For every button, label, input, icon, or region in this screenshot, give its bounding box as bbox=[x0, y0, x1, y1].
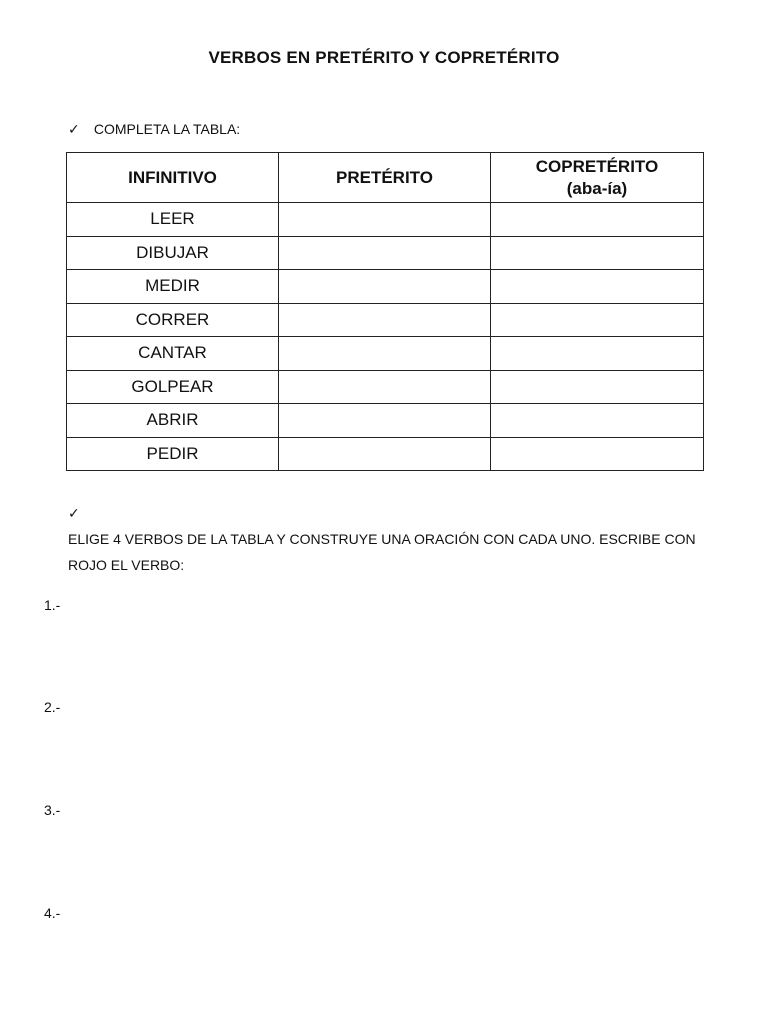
sentence-label-2: 2.- bbox=[44, 699, 61, 715]
copreterito-cell[interactable] bbox=[491, 370, 704, 404]
infinitive-cell: DIBUJAR bbox=[67, 236, 279, 270]
preterito-cell[interactable] bbox=[279, 437, 491, 471]
header-copreterito bbox=[491, 153, 704, 203]
preterito-cell[interactable] bbox=[279, 404, 491, 438]
table-row bbox=[67, 370, 704, 404]
infinitive-cell: LEER bbox=[67, 203, 279, 237]
checkmark-icon: ✓ bbox=[68, 121, 80, 137]
header-copreterito-title: COPRETÉRITO bbox=[535, 156, 659, 176]
table-row bbox=[67, 337, 704, 371]
table-row bbox=[67, 270, 704, 304]
verb-table bbox=[66, 152, 704, 471]
infinitive-cell: CORRER bbox=[67, 303, 279, 337]
checkmark-icon: ✓ bbox=[68, 505, 80, 521]
instruction-text: ELIGE 4 VERBOS DE LA TABLA Y CONSTRUYE UNA ORACIÓN CON CADA UNO. ESCRIBE CON ROJO EL VERBO: bbox=[68, 531, 696, 573]
infinitive-cell: CANTAR bbox=[67, 337, 279, 371]
copreterito-cell[interactable] bbox=[491, 337, 704, 371]
header-preterito: PRETÉRITO bbox=[279, 153, 491, 203]
table-header-row bbox=[67, 153, 704, 203]
preterito-cell[interactable] bbox=[279, 370, 491, 404]
infinitive-cell: MEDIR bbox=[67, 270, 279, 304]
table-row bbox=[67, 203, 704, 237]
instruction-build-sentences bbox=[68, 500, 728, 578]
sentence-label-1: 1.- bbox=[44, 597, 61, 613]
sentence-label-3: 3.- bbox=[44, 802, 61, 818]
table-row bbox=[67, 437, 704, 471]
copreterito-cell[interactable] bbox=[491, 270, 704, 304]
infinitive-cell: ABRIR bbox=[67, 404, 279, 438]
copreterito-cell[interactable] bbox=[491, 437, 704, 471]
infinitive-cell: GOLPEAR bbox=[67, 370, 279, 404]
preterito-cell[interactable] bbox=[279, 236, 491, 270]
copreterito-cell[interactable] bbox=[491, 236, 704, 270]
copreterito-cell[interactable] bbox=[491, 203, 704, 237]
instruction-complete-table bbox=[68, 116, 240, 142]
copreterito-cell[interactable] bbox=[491, 404, 704, 438]
sentence-label-4: 4.- bbox=[44, 905, 61, 921]
page-title: VERBOS EN PRETÉRITO Y COPRETÉRITO bbox=[208, 48, 560, 67]
infinitive-cell: PEDIR bbox=[67, 437, 279, 471]
preterito-cell[interactable] bbox=[279, 270, 491, 304]
header-copreterito-subtitle: (aba-ía) bbox=[566, 178, 628, 198]
preterito-cell[interactable] bbox=[279, 303, 491, 337]
preterito-cell[interactable] bbox=[279, 337, 491, 371]
table-row bbox=[67, 303, 704, 337]
instruction-text: COMPLETA LA TABLA: bbox=[93, 121, 241, 137]
table-row bbox=[67, 404, 704, 438]
table-row bbox=[67, 236, 704, 270]
copreterito-cell[interactable] bbox=[491, 303, 704, 337]
header-infinitivo: INFINITIVO bbox=[67, 153, 279, 203]
preterito-cell[interactable] bbox=[279, 203, 491, 237]
